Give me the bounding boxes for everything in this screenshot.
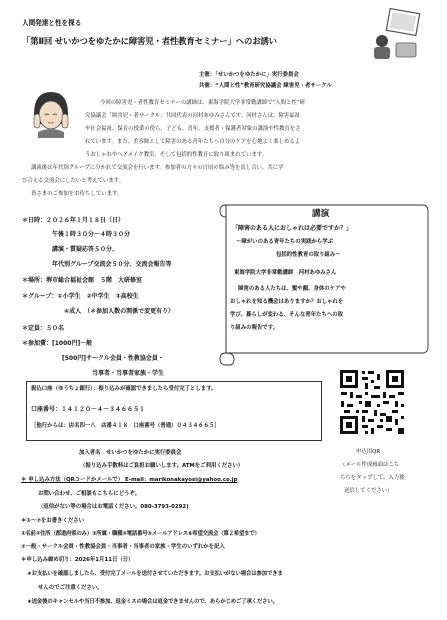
event-time: 午後１時３０分～４時３０分 bbox=[52, 231, 131, 238]
note-line: ★お支払いを確認しましたら、受付完了メールを送付させていただきます。お支払いがない場合は参加できま bbox=[27, 571, 283, 577]
intro-line: 講演後は年代別グループに分かれて交流会を行います。参加者の方々の日頃の悩み等を出し合い、共に学 bbox=[31, 165, 284, 171]
cosponsor: 共催：“人間と性”教育研究協議会 障害児・者サークル bbox=[199, 83, 332, 89]
note-line: せんのでご注意ください。 bbox=[38, 585, 103, 591]
bank-account-number: 口座番号：１４１２０－４－３４６６５１ bbox=[31, 406, 146, 413]
presentation-illustration bbox=[368, 5, 428, 61]
bank-account-line: 振込口座（ゆうちょ銀行）：振り込みが確認できましたら受付完了とします。 bbox=[31, 386, 217, 392]
intro-line: び合える交流会にしたいと考えています。 bbox=[22, 178, 124, 184]
lecture-subtitle: 包括的性教育の取り組み～ bbox=[276, 252, 341, 258]
deadline: ＊申し込み締め切り：2026年1月11日（日） bbox=[21, 557, 134, 563]
qr-note: 送信してください） bbox=[344, 488, 393, 494]
note-line: ★送金後のキャンセルや当日不参加、返金ミスの場合は返金できませんので、あらかじめご了承ください。 bbox=[27, 599, 278, 605]
intro-line: れています。また、美容師として障害のある青年たちへ自分のケアを心地よく楽しめるよ bbox=[85, 139, 301, 145]
items-list: ⑦一般・サークル会員・性教協会員・当事者・当事者の家族・学生のいずれかを記入 bbox=[21, 544, 225, 550]
lecture-desc: 障害のある人たちは、髪や顔、身体のケアや bbox=[238, 286, 346, 292]
lecture-heading: 講演 bbox=[312, 209, 330, 219]
items-list: ①名前②住所（都道府県のみ）③所属・職種④電話番号⑤メールアドレス⑥希望交流会（第２希望まで） bbox=[21, 531, 260, 537]
payee-note: （振り込み手数料はご負担お願いします。ATMをご利用ください） bbox=[80, 463, 244, 469]
event-groups: ＊グループ：①小学生 ②中学生 ③高校生 bbox=[22, 293, 139, 300]
intro-line: 究協議会「障害児・者サークル」共同代表の河村あゆみさんです。河村さんは、障害福祉 bbox=[85, 113, 301, 119]
qr-note: ちらをタップして、入力後 bbox=[340, 475, 405, 481]
qr-code[interactable] bbox=[338, 368, 406, 436]
bank-other-bank: ［他行からは：店名四一八 店番４１８ 口座番号（普通）０４３４６６５］ bbox=[31, 423, 220, 429]
lecture-desc: り組みの報告です。 bbox=[230, 325, 279, 331]
event-place: ＊場所：堺市総合福祉会館 ５階 大研修室 bbox=[22, 277, 143, 284]
organizer: 主催：「せいかつをゆたかに」実行委員会 bbox=[199, 72, 299, 78]
qr-label: 申込用QR bbox=[356, 449, 381, 455]
contact-phone: （返信がない等の場合はお電話ください。080-3793-0292) bbox=[38, 504, 189, 510]
event-date: ＊日時：２０２６年１月１８日（日） bbox=[22, 217, 125, 224]
intro-line: 今回の障害児・者性教育セミナーの講師は、東海学院大学非常勤講師で“人間と性”研 bbox=[100, 100, 306, 106]
lecture-title: 「障害のある人におしゃれは必要ですか？」 bbox=[232, 225, 353, 232]
event-fee: 当事者・当事者家族・学生 bbox=[92, 370, 165, 377]
lecture-desc: 学び、暮らしが変わる、そんな青年たちへの取 bbox=[230, 312, 343, 318]
intro-line: 皆さまのご参加をお待ちしています。 bbox=[31, 191, 123, 197]
event-schedule: 講演・質疑応答５０分、 bbox=[52, 246, 119, 253]
event-fee: ＊参加費：[1000円]－般 bbox=[22, 340, 93, 347]
person-illustration bbox=[28, 88, 74, 138]
qr-note: （メール作成画面はこち bbox=[340, 462, 400, 468]
lecture-speaker: 東海学院大学非常勤講師 河村あゆみさん bbox=[234, 270, 337, 276]
page-title: 「第Ⅱ回 せいかつをゆたかに障害児・者性教育セミナー」へのお誘い bbox=[22, 36, 277, 46]
payee-name: 加入者名 せいかつをゆたかに実行委員会 bbox=[79, 450, 182, 456]
lecture-subtitle: ～障がいのある青年たちの実践から学ぶ bbox=[236, 239, 334, 245]
event-groups: ④成人 （＊参加人数の関係で変更有り） bbox=[64, 308, 175, 315]
apply-method[interactable]: ＊ 申し込み方法（QRコードかメールで） E-mail：marikonakayosi@yahoo.co.jp bbox=[21, 477, 238, 483]
event-fee: [500円]サークル会員・性教協会員・ bbox=[62, 355, 164, 362]
contact-text: お問い合わせ、ご相談もこちらにどうぞ。 bbox=[38, 491, 141, 497]
event-schedule: 年代別グループ交流会５０分、交流会報告等 bbox=[52, 261, 172, 268]
items-heading: ＊①～⑦をお書きください bbox=[21, 518, 85, 524]
lecture-desc: おしゃれを知る機会はありますか？おしゃれを bbox=[230, 299, 344, 305]
lecture-box bbox=[216, 197, 432, 367]
series-label: 人間発達と性を探る bbox=[22, 19, 82, 27]
intro-line: うおしゃれやヘアメイク教室、そして包括的性教育に取り組まれています。 bbox=[85, 152, 268, 158]
event-capacity: ＊定員：５０名 bbox=[22, 325, 65, 332]
intro-line: や社会福祉、保育の授業の傍ら、子ども、青年、支援者・保護者対象の講演や性教育をさ bbox=[85, 126, 301, 132]
